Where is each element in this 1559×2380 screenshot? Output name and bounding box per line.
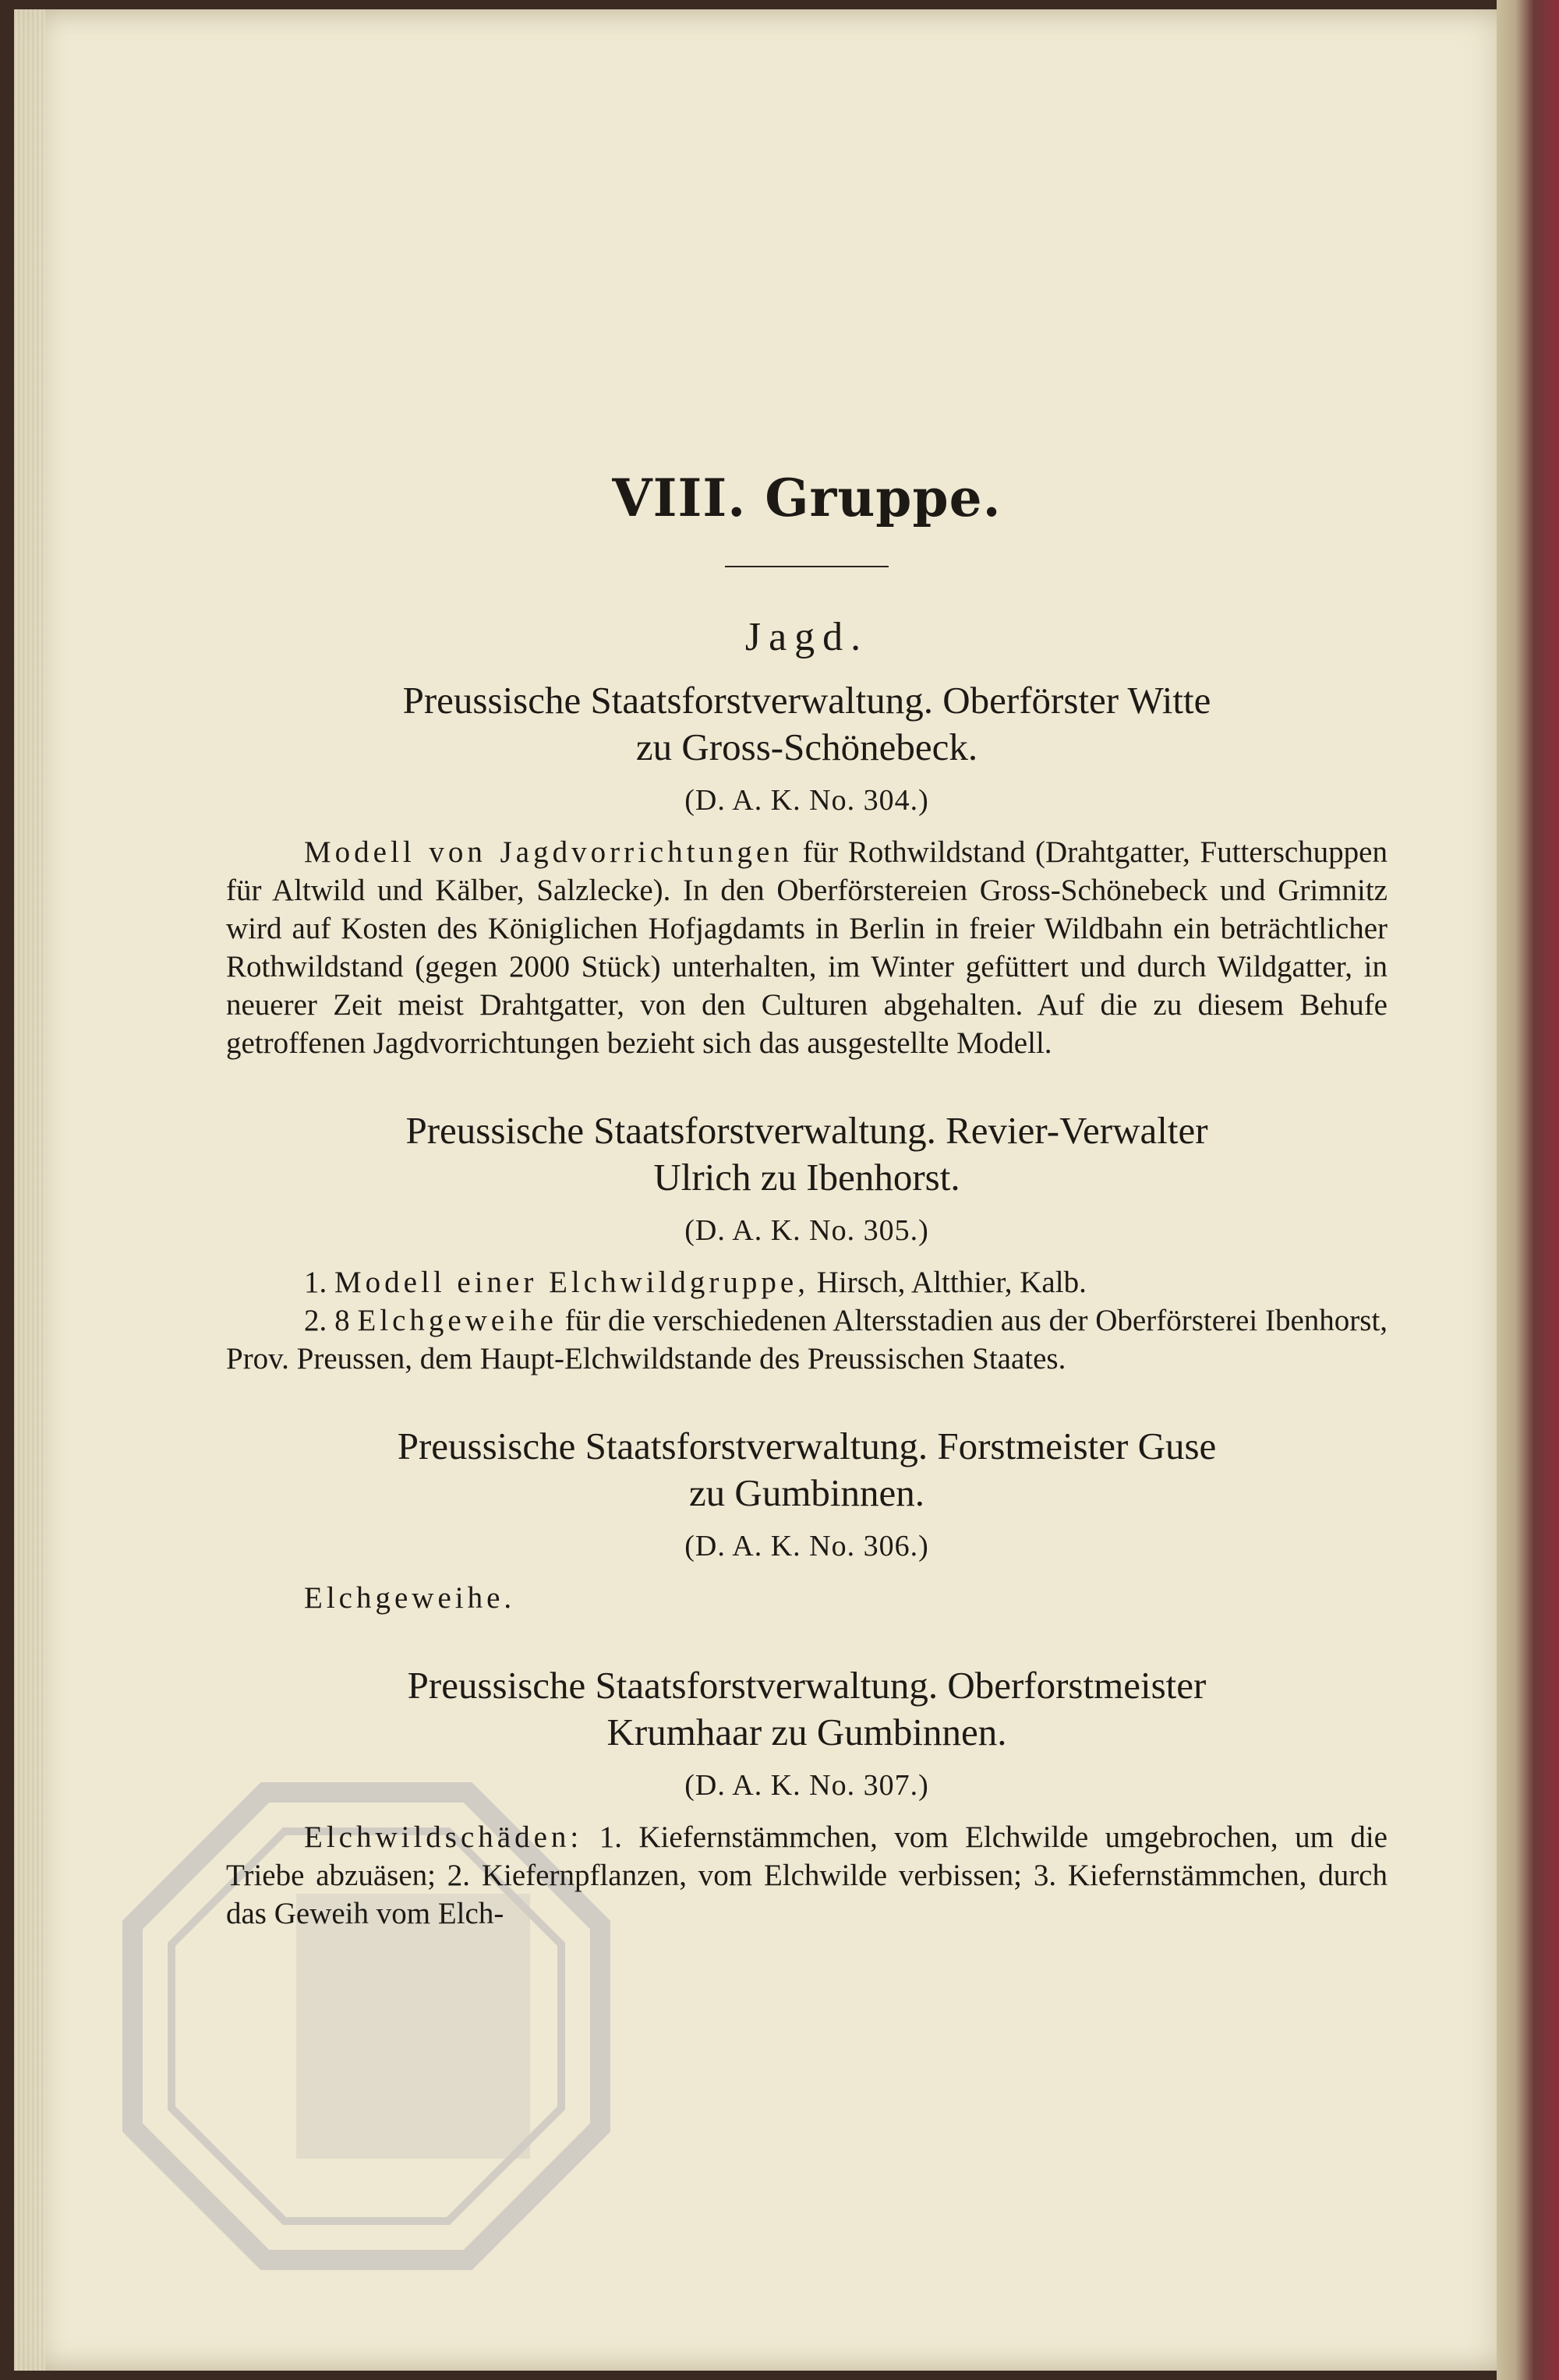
page-content [226,468,1388,1978]
entry-heading-line1: Preussische Staatsforstverwaltung. Forstmeister Guse [397,1425,1217,1467]
item-number: 2. 8 [304,1304,350,1337]
entry-heading-line2: Krumhaar zu Gumbinnen. [606,1711,1007,1753]
entry-heading-line1: Preussische Staatsforstverwaltung. Oberförster Witte [402,679,1211,722]
entry-reference: (D. A. K. No. 305.) [684,1214,929,1247]
entry-lead: Elchwildschäden: [304,1820,583,1854]
entry-heading-line2: zu Gumbinnen. [688,1471,925,1514]
group-title: VIII. Gruppe. [612,468,1002,528]
entry-description [226,1818,1388,1933]
list-item [226,1301,1388,1378]
entry-reference: (D. A. K. No. 304.) [684,784,929,817]
entry-304 [226,677,1388,1062]
entry-305 [226,1107,1388,1378]
entry-lead: Modell von Jagdvorrichtungen [304,835,793,869]
list-item [226,1263,1388,1301]
item-lead: Elchgeweihe [357,1304,557,1337]
entry-body: 1. Kiefernstämmchen, vom Elchwilde umgebrochen, um die Triebe abzuäsen; 2. Kiefernpflanzen, vom Elchwilde verbissen; 3. Kiefernstämmchen, durch das Geweih vom Elch- [226,1820,1388,1930]
entry-heading-line2: zu Gross-Schönebeck. [635,726,978,768]
entry-reference: (D. A. K. No. 306.) [684,1530,929,1563]
item-lead: Modell einer Elchwildgruppe, [334,1266,809,1299]
entry-body: für Rothwildstand (Drahtgatter, Futterschuppen für Altwild und Kälber, Salzlecke). In den Oberförstereien Gross-Schönebeck und Grimnitz wird auf Kosten des Königlichen Hofjagdamts in Berlin in freier Wildbahn ein beträchtlicher Rothwildstand (gegen 2000 Stück) unterhalten, im Winter gefüttert und durch Wildgatter, in neuerer Zeit meist Drahtgatter, von den Culturen abgehalten. Auf die zu diesem Behufe getroffenen Jagdvorrichtungen bezieht sich das ausgestellte Modell. [226,835,1388,1060]
entry-reference: (D. A. K. No. 307.) [684,1769,929,1802]
item-number: 1. [304,1266,327,1299]
book-cover-edge [1497,0,1559,2380]
entry-description: Elchgeweihe. [304,1581,516,1615]
item-body: Hirsch, Altthier, Kalb. [816,1266,1087,1299]
page-gutter [14,9,45,2371]
entry-307 [226,1662,1388,1933]
entry-heading-line1: Preussische Staatsforstverwaltung. Revier-Verwalter [405,1109,1208,1152]
entry-heading-line1: Preussische Staatsforstverwaltung. Oberforstmeister [407,1664,1207,1707]
item-body: für die verschiedenen Altersstadien aus der Oberförsterei Ibenhorst, Prov. Preussen, dem Haupt-Elchwildstande des Preussischen Staates. [226,1304,1388,1375]
entry-heading-line2: Ulrich zu Ibenhorst. [653,1156,960,1199]
title-rule [725,566,889,567]
entry-306 [226,1423,1388,1617]
section-title: Jagd. [744,615,869,659]
entry-description [226,833,1388,1062]
